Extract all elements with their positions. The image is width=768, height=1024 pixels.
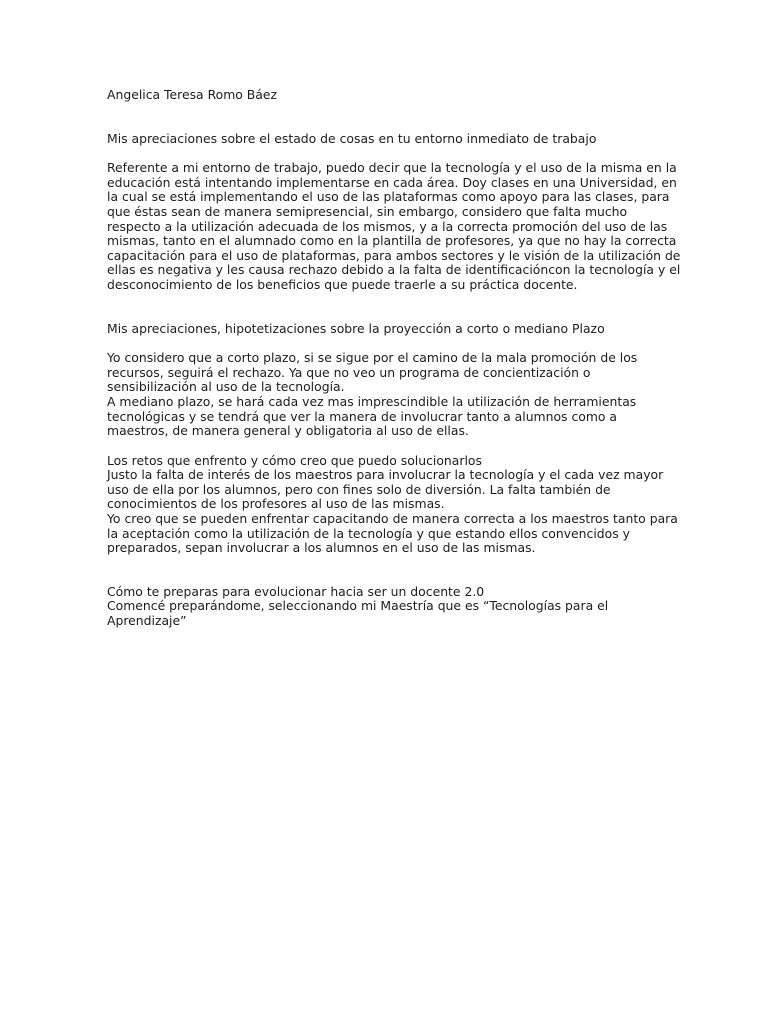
paragraph-line: tecnológicas y se tendrá que ver la manera de involucrar tanto a alumnos como a xyxy=(107,408,618,424)
paragraph-line: la aceptación como la utilización de la tecnología y que estando ellos convencidos y xyxy=(107,525,630,541)
paragraph-line: recursos, seguirá el rechazo. Ya que no veo un programa de concientización o xyxy=(107,364,591,380)
paragraph-line: Justo la falta de interés de los maestros para involucrar la tecnología y el cada vez mayor xyxy=(107,467,664,483)
paragraph-line: respecto a la utilización adecuada de los mismos, y a la correcta promoción del uso de las xyxy=(107,218,668,234)
paragraph-line: Referente a mi entorno de trabajo, puedo decir que la tecnología y el uso de la misma en la xyxy=(107,160,677,176)
paragraph-line: maestros, de manera general y obligatoria al uso de ellas. xyxy=(107,423,469,439)
section-heading-proyeccion: Mis apreciaciones, hipotetizaciones sobre la proyección a corto o mediano Plazo xyxy=(107,320,605,336)
document-body xyxy=(107,87,681,629)
paragraph-line: uso de ella por los alumnos, pero con fines solo de diversión. La falta también de xyxy=(107,481,611,497)
paragraph-line: Yo creo que se pueden enfrentar capacitando de manera correcta a los maestros tanto para xyxy=(107,511,678,527)
paragraph-line: educación está intentando implementarse en cada área. Doy clases en una Universidad, en xyxy=(107,174,677,190)
paragraph-retos xyxy=(107,467,678,556)
section-heading-docente: Cómo te preparas para evolucionar hacia ser un docente 2.0 xyxy=(107,583,485,599)
paragraph-line: ellas es negativa y les causa rechazo debido a la falta de identificacióncon la tecnología y el xyxy=(107,262,681,278)
section-heading-entorno: Mis apreciaciones sobre el estado de cosas en tu entorno inmediato de trabajo xyxy=(107,130,597,146)
paragraph-line: Aprendizaje” xyxy=(107,613,187,629)
paragraph-line: Yo considero que a corto plazo, si se sigue por el camino de la mala promoción de los xyxy=(107,350,638,366)
paragraph-line: capacitación para el uso de plataformas, para ambos sectores y le visión de la utilización de xyxy=(107,247,681,263)
paragraph-line: mismas, tanto en el alumnado como en la plantilla de profesores, ya que no hay la correcta xyxy=(107,233,677,249)
paragraph-proyeccion xyxy=(107,351,667,439)
paragraph-line: A mediano plazo, se hará cada vez mas imprescindible la utilización de herramientas xyxy=(107,393,637,409)
paragraph-line: sensibilización al uso de la tecnología. xyxy=(107,379,345,395)
paragraph-entorno xyxy=(107,160,681,292)
paragraph-line: conocimientos de los profesores al uso de las mismas. xyxy=(107,496,445,512)
author-name: Angelica Teresa Romo Báez xyxy=(107,87,278,102)
paragraph-line: la cual se está implementando el uso de las plataformas como apoyo para las clases, para xyxy=(107,189,670,205)
section-heading-retos: Los retos que enfrento y cómo creo que puedo solucionarlos xyxy=(107,452,482,468)
paragraph-line: Comencé preparándome, seleccionando mi Maestría que es “Tecnologías para el xyxy=(107,598,609,614)
paragraph-line: desconocimiento de los beneficios que puede traerle a su práctica docente. xyxy=(107,276,578,292)
paragraph-line: que éstas sean de manera semipresencial, sin embargo, considero que falta mucho xyxy=(107,203,628,219)
paragraph-docente xyxy=(107,599,667,628)
paragraph-line: preparados, sepan involucrar a los alumnos en el uso de las mismas. xyxy=(107,540,536,556)
